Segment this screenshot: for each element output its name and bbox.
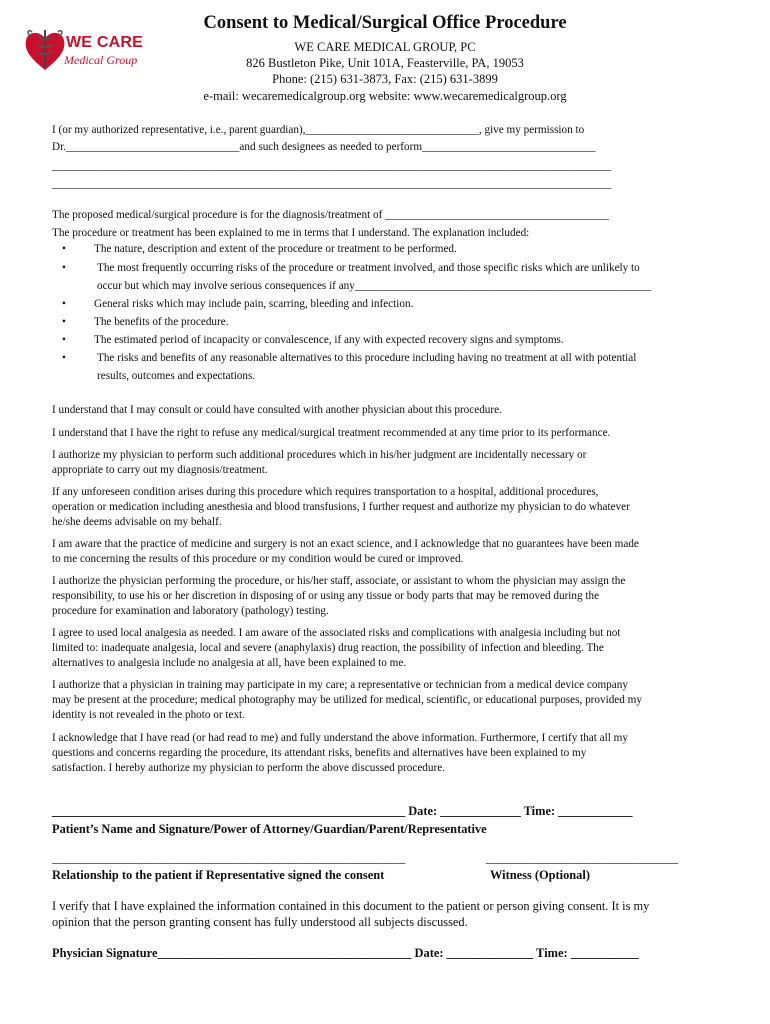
consent-paragraph (52, 574, 720, 619)
bullet-item-continued: results, outcomes and expectations. (97, 370, 256, 382)
patient-signature-label: Patient’s Name and Signature/Power of Attorney/Guardian/Parent/Representative (52, 822, 487, 836)
logo-text-secondary: Medical Group (64, 53, 138, 67)
consent-paragraph (52, 426, 720, 441)
paragraph-line: limited to: inadequate analgesia, local and severe (anaphylaxis) drug reaction, the possibility of infection and bleeding. The (52, 642, 604, 654)
bullet-marker: • (62, 298, 66, 310)
consent-paragraph (52, 448, 720, 478)
paragraph-line: appropriate to carry out my diagnosis/treatment. (52, 464, 268, 476)
org-web: e-mail: wecaremedicalgroup.org website: www.wecaremedicalgroup.org (203, 89, 567, 103)
bullet-item: The most frequently occurring risks of the procedure or treatment involved, and those specific risks which are unlikely to (97, 262, 640, 274)
paragraph-line: I authorize the physician performing the procedure, or his/her staff, associate, or assistant to whom the physician may assign the (52, 575, 626, 587)
bullet-item: The risks and benefits of any reasonable alternatives to this procedure including having no treatment at all with potential (97, 352, 637, 364)
diagnosis-line: The proposed medical/surgical procedure is for the diagnosis/treatment of ________________________________________ (52, 209, 609, 221)
org-phone: Phone: (215) 631-3873, Fax: (215) 631-3899 (272, 72, 498, 86)
consent-paragraph (52, 537, 720, 567)
consent-paragraph (52, 403, 720, 418)
bullet-marker: • (62, 334, 66, 346)
bullet-item: General risks which may include pain, scarring, bleeding and infection. (94, 298, 414, 310)
intro-line-3: ____________________________________________________________________________________________________ (52, 160, 612, 172)
bullet-marker: • (62, 262, 66, 274)
consent-paragraph (52, 626, 720, 671)
paragraph-line: satisfaction. I hereby authorize my physician to perform the above discussed procedure. (52, 762, 445, 774)
explanation-intro: The procedure or treatment has been explained to me in terms that I understand. The explanation included: (52, 227, 530, 239)
bullet-item: The estimated period of incapacity or convalescence, if any with expected recovery signs and symptoms. (94, 334, 564, 346)
bullet-item: The nature, description and extent of the procedure or treatment to be performed. (94, 243, 457, 255)
witness-signature-line[interactable]: _______________________________ (486, 851, 679, 865)
paragraph-line: I authorize that a physician in training may participate in my care; a representative or technician from a medical device company (52, 679, 628, 691)
paragraph-line: identity is not revealed in the photo or text. (52, 709, 245, 721)
paragraph-line: operation or medication including anesthesia and blood transfusions, I further request and authorize my physician to do whatever (52, 501, 630, 513)
paragraph-line: alternatives to analgesia include no analgesia at all, have been explained to me. (52, 657, 407, 669)
patient-signature-line[interactable]: _________________________________________________________ Date: _____________ Time: ____________ (52, 804, 633, 818)
bullet-marker: • (62, 316, 66, 328)
bullet-item: The benefits of the procedure. (94, 316, 229, 328)
paragraph-line: may be present at the procedure; medical photography may be utilized for medical, scientific, or educational purposes, provided my (52, 694, 642, 706)
paragraph-line: questions and concerns regarding the procedure, its attendant risks, benefits and alternatives have been explained to my (52, 747, 587, 759)
relationship-label: Relationship to the patient if Representative signed the consent (52, 868, 385, 882)
paragraph-line: I authorize my physician to perform such additional procedures which in his/her judgment are incidentally necessary or (52, 449, 587, 461)
paragraph-line: I acknowledge that I have read (or had read to me) and fully understand the above information. Furthermore, I certify that all my (52, 732, 628, 744)
intro-line-4: ____________________________________________________________________________________________________ (52, 178, 612, 190)
witness-label: Witness (Optional) (490, 868, 590, 882)
paragraph-line: responsibility, to use his or her discretion in disposing of or using any tissue or body parts that may be removed during the (52, 590, 600, 602)
bullet-item-continued: occur but which may involve serious consequences if any_____________________________________________________ (97, 280, 652, 292)
paragraph-line: I understand that I have the right to refuse any medical/surgical treatment recommended at any time prior to its performance. (52, 427, 611, 439)
intro-line-1: I (or my authorized representative, i.e., parent guardian),_______________________________, give my permission to (52, 124, 585, 136)
org-address: 826 Bustleton Pike, Unit 101A, Feasterville, PA, 19053 (246, 56, 524, 70)
intro-line-2: Dr._______________________________and such designees as needed to perform_______________________________ (52, 141, 596, 153)
verification-line-1: I verify that I have explained the information contained in this document to the patient or person giving consent. It is my (52, 899, 650, 913)
org-name: WE CARE MEDICAL GROUP, PC (294, 40, 476, 54)
paragraph-line: If any unforeseen condition arises during this procedure which requires transportation to a hospital, additional procedures, (52, 486, 599, 498)
paragraph-line: I agree to used local analgesia as needed. I am aware of the associated risks and complications with analgesia including but not (52, 627, 621, 639)
paragraph-line: to me concerning the results of this procedure or my condition would be cured or improved. (52, 553, 464, 565)
logo-text-primary: WE CARE (66, 34, 143, 51)
paragraph-line: I am aware that the practice of medicine and surgery is not an exact science, and I acknowledge that no guarantees have been made (52, 538, 639, 550)
consent-paragraph (52, 731, 720, 776)
consent-paragraph (52, 678, 720, 723)
relationship-signature-line[interactable]: _________________________________________________________ (52, 851, 406, 865)
paragraph-line: procedure for examination and laboratory (pathology) testing. (52, 605, 329, 617)
consent-paragraph (52, 485, 720, 530)
page-title: Consent to Medical/Surgical Office Procedure (203, 13, 567, 33)
paragraph-line: I understand that I may consult or could have consulted with another physician about this procedure. (52, 404, 502, 416)
verification-line-2: opinion that the person granting consent has fully understood all subjects discussed. (52, 915, 468, 929)
bullet-marker: • (62, 352, 66, 364)
paragraph-line: he/she deems advisable on my behalf. (52, 516, 222, 528)
physician-signature-line[interactable]: Physician Signature_________________________________________ Date: ______________ Time: ___________ (52, 946, 639, 960)
bullet-marker: • (62, 243, 66, 255)
